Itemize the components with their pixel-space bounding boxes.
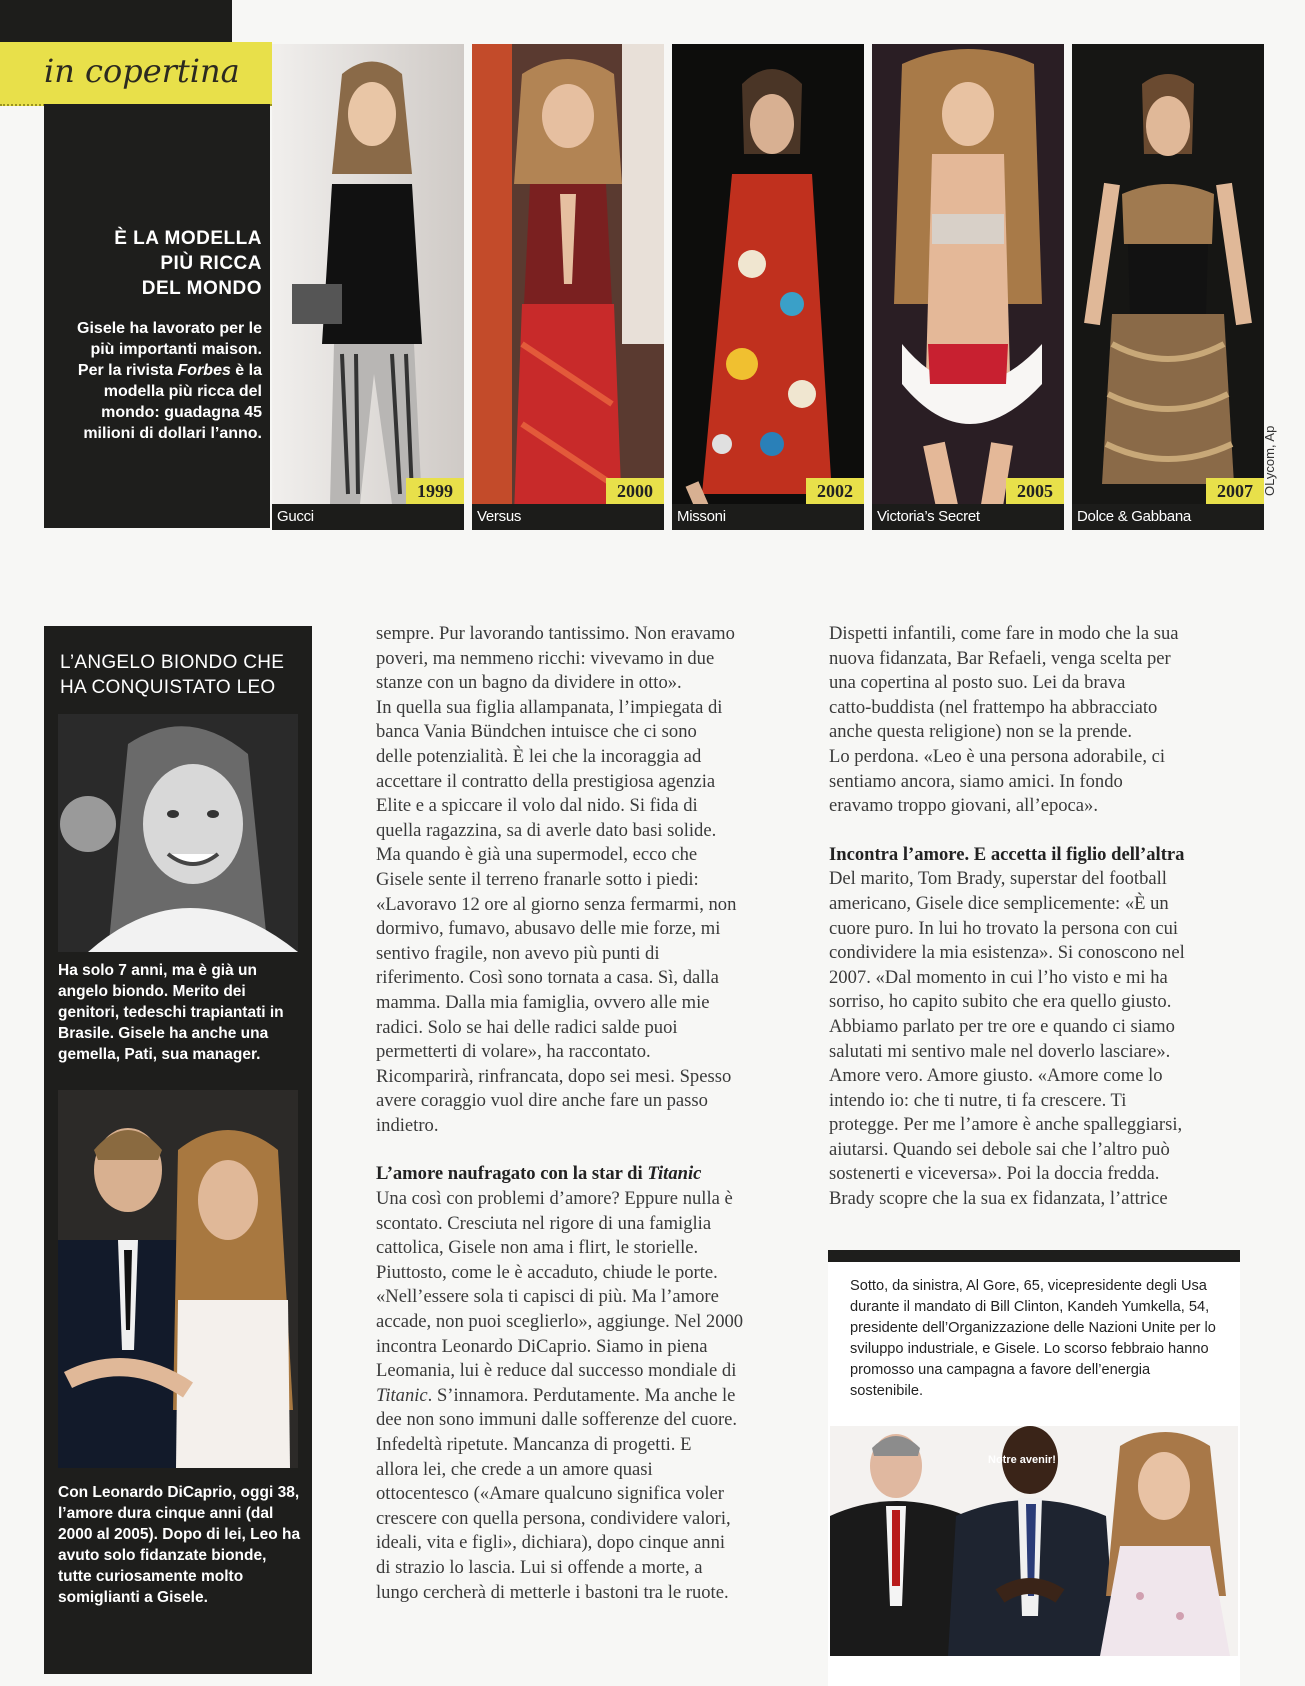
sidebar-panel (44, 626, 312, 1674)
forbes-title (114, 226, 262, 301)
article-paragraph: Del marito, Tom Brady, superstar del football americano, Gisele dice semplicemente: «È un cuore puro. In lui ho trovato la persona con cui condividere la mia esistenza». Si conoscono nel 2007. «Dal momento in cui l’ho visto e mi ha sorriso, ho capito subito che era quello giusto. Abbiamo parlato per tre ore e quando ci siamo salutati mi sentivo male nel doverlo lasciare». Amore vero. Amore giusto. «Amore come lo intendo io: che ti nutre, ti fa crescere. Ti protegge. Per me l’amore è anche spalleggiarsi, aiutarsi. Quando sei debole sai che l’altro può sostenerti e viceversa». Poi la doccia fredda. Brady scopre che la sua ex fidanzata, l’attrice (829, 868, 1185, 1210)
runway-photo-missoni (672, 44, 864, 530)
forbes-title-line: DEL MONDO (141, 278, 262, 299)
article-film-title: Titanic (376, 1384, 428, 1406)
article-paragraph: sempre. Pur lavorando tantissimo. Non eravamo poveri, ma nemmeno ricchi: vivevamo in due stanze con un bagno da dividere in otto». In quella sua figlia allampanata, l’impiegata di banca Vania Bündchen intuisce che ci sono delle potenzialità. È lei che la incoraggia ad accettare il contratto della prestigiosa agenzia Elite e a spiccare il volo dal nido. Si fida di quella ragazzina, sa di averle dato basi solide. Ma quando è già una supermodel, ecco che Gisele sente il terreno franarle sotto i piedi: «Lavoravo 12 ore al giorno senza fermarmi, non dormivo, fumavo, abusavo delle mie forze, mi sentivo fragile, non avevo più punti di riferimento. Così sono tornata a casa. Sì, dalla mamma. Dalla mia famiglia, ovvero alle mie radici. Solo se hai delle radici salde puoi permetterti di volare», ha raccontato. Ricomparirà, rinfrancata, dopo sei mesi. Spesso avere coraggio vuol dire anche fare un passo indietro. (376, 623, 737, 1136)
photo-credit: OLycom, Ap (1262, 425, 1277, 496)
runway-caption: Dolce & Gabbana (1072, 504, 1264, 530)
dicaprio-photo-image (58, 1090, 298, 1468)
runway-year-badge: 2002 (806, 478, 864, 504)
runway-year-badge: 2007 (1206, 478, 1264, 504)
runway-caption: Victoria’s Secret (872, 504, 1064, 530)
article-subheading: Incontra l’amore. E accetta il figlio dell’altra (829, 843, 1185, 865)
sidebar-title (60, 650, 284, 700)
section-tag (0, 42, 272, 106)
photo-box (828, 1250, 1240, 1686)
forbes-body-text: è la modella più ricca del mondo: guadagna 45 milioni di dollari l’anno. (83, 362, 262, 442)
runway-caption: Versus (472, 504, 664, 530)
runway-year-badge: 2000 (606, 478, 664, 504)
runway-photo-image (272, 44, 464, 530)
dicaprio-photo (58, 1090, 298, 1468)
runway-photo-image (672, 44, 864, 530)
article-text: Una così con problemi d’amore? Eppure nulla è scontato. Cresciuta nel rigore di una famiglia cattolica, Gisele non ama i flirt, le storielle. Piuttosto, come le è accaduto, chiude le porte. «Nell’essere sola ti capisci di più. Ma l’amore accade, non puoi sceglierlo», aggiunge. Nel 2000 incontra Leonardo DiCaprio. Siamo in piena Leomania, lui è reduce dal successo mondiale di (376, 1188, 744, 1382)
section-tag-label: in copertina (44, 52, 240, 90)
page-corner-bar (0, 0, 232, 42)
article-subheading (376, 1162, 788, 1187)
runway-photo-gucci (272, 44, 464, 530)
runway-photo-dolce-gabbana (1072, 44, 1264, 530)
runway-year-badge: 1999 (406, 478, 464, 504)
sidebar-title-line: HA CONQUISTATO LEO (60, 677, 276, 698)
forbes-magazine-name: Forbes (177, 362, 231, 379)
article-column-1 (376, 622, 788, 1605)
forbes-title-line: È LA MODELLA (114, 228, 262, 249)
runway-photo-image (1072, 44, 1264, 530)
child-photo-caption: Ha solo 7 anni, ma è già un angelo biondo. Merito dei genitori, tedeschi trapiantati in Brasile. Gisele ha anche una gemella, Pati, sua manager. (58, 962, 284, 1063)
photo-overlay-text: Notre avenir! (988, 1454, 1056, 1466)
runway-caption: Missoni (672, 504, 864, 530)
article-subheading-title: Titanic (647, 1163, 702, 1185)
photo-box-caption: Sotto, da sinistra, Al Gore, 65, vicepresidente degli Usa durante il mandato di Bill Clinton, Kandeh Yumkella, 54, presidente dell’Organizzazione delle Nazioni Unite per lo sviluppo industriale, e Gisele. Lo scorso febbraio hanno promosso una campagna a favore dell’energia sostenibile. (850, 1278, 1216, 1399)
child-photo-image (58, 714, 298, 952)
dicaprio-photo-caption: Con Leonardo DiCaprio, oggi 38, l’amore dura cinque anni (dal 2000 al 2005). Dopo di lei, Leo ha avuto solo fidanzate bionde, tutte curiosamente molto somiglianti a Gisele. (58, 1484, 301, 1606)
child-photo (58, 714, 298, 952)
runway-photo-victorias-secret (872, 44, 1064, 530)
forbes-panel (44, 104, 270, 528)
sidebar-title-line: L’ANGELO BIONDO CHE (60, 652, 285, 673)
forbes-body (62, 318, 262, 444)
runway-photo-versus (472, 44, 664, 530)
forbes-body-text: Gisele ha lavorato per le più importanti maison. Per la rivista (77, 320, 262, 379)
runway-caption: Gucci (272, 504, 464, 530)
article-paragraph: Dispetti infantili, come fare in modo che la sua nuova fidanzata, Bar Refaeli, venga scelta per una copertina al posto suo. Lei da brava catto-buddista (nel frattempo ha abbracciato anche questa religione) non se la prende. Lo perdona. «Leo è una persona adorabile, ci sentiamo ancora, siamo amici. In fondo eravamo troppo giovani, all’epoca». (829, 623, 1179, 817)
runway-year-badge: 2005 (1006, 478, 1064, 504)
runway-photo-image (872, 44, 1064, 530)
forbes-title-line: PIÙ RICCA (160, 253, 262, 274)
runway-photo-image (472, 44, 664, 530)
article-paragraph (376, 1187, 788, 1605)
article-subheading-text: L’amore naufragato con la star di (376, 1163, 648, 1185)
article-text: . S’innamora. Perdutamente. Ma anche le dee non sono immuni dalle sofferenze del cuore. Infedeltà ripetute. Mancanza di progetti. E allora lei, che crede a un amore quasi ottocentesco («Amare qualcuno significa voler crescere con quella persona, condividere valori, ideali, vita e figli», dichiara), dopo cinque anni di strazio lo lascia. Lui si offende a morte, a lungo cercherà di metterle i bastoni tra le ruote. (376, 1384, 738, 1603)
article-column-2 (829, 622, 1249, 1212)
